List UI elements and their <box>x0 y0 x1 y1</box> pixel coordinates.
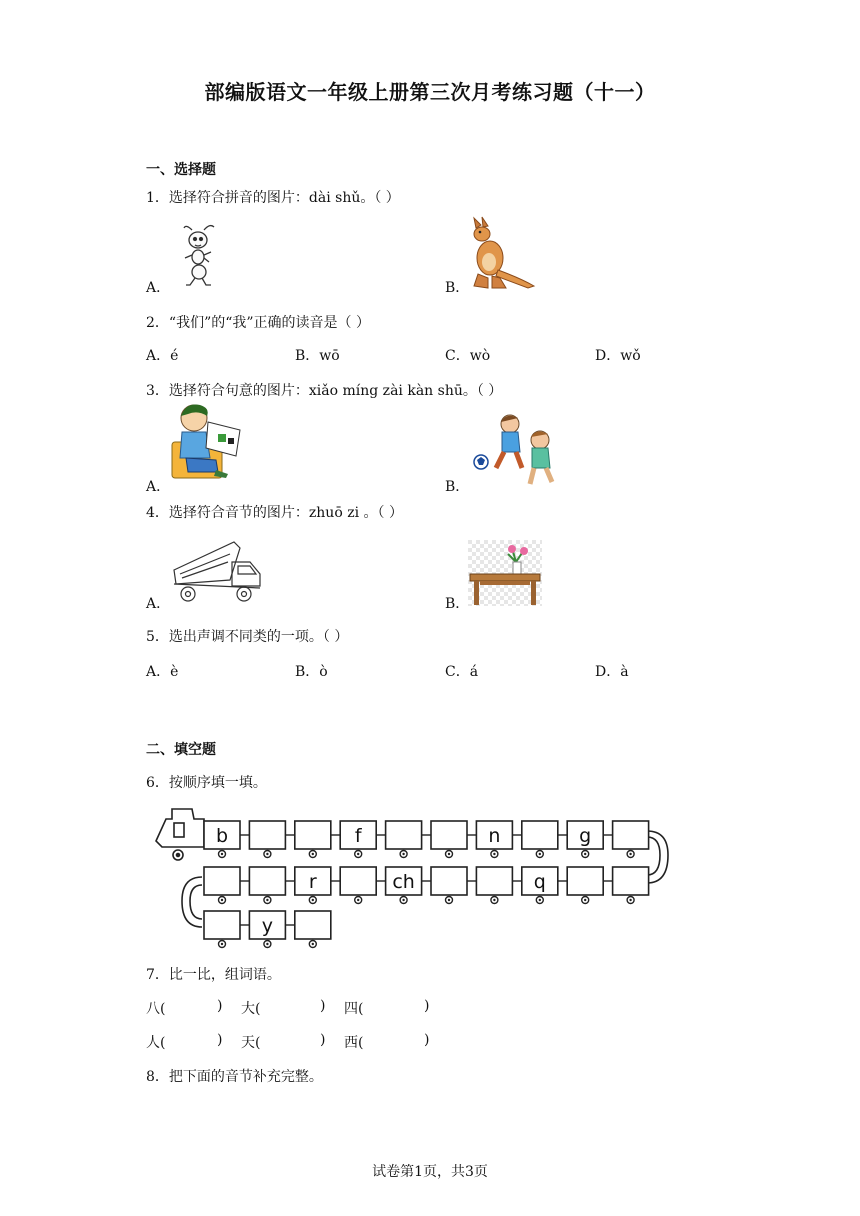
blank-xi-open: 西( <box>344 1035 364 1051</box>
q4-option-a[interactable]: A． <box>146 596 171 612</box>
section-heading-choice: 一、选择题 <box>146 162 216 178</box>
train-car[interactable] <box>285 821 330 858</box>
q3-option-a[interactable]: A． <box>146 479 171 495</box>
train-letter: g <box>579 825 592 847</box>
q2-option-d[interactable]: D．wǒ <box>595 348 641 364</box>
train-car[interactable] <box>204 911 240 948</box>
blank-ren-open: 人( <box>146 1035 166 1051</box>
train-letter: f <box>354 825 362 847</box>
page-footer: 试卷第1页，共3页 <box>372 1164 488 1180</box>
train-car[interactable] <box>558 867 603 904</box>
q1-option-b[interactable]: B． <box>445 280 470 296</box>
train-car[interactable] <box>603 867 648 904</box>
train-car <box>285 867 330 904</box>
ant-image[interactable] <box>178 222 224 288</box>
blank-da-close[interactable]: ) <box>320 998 326 1014</box>
question-2: 2．“我们”的“我”正确的读音是（ ） <box>146 315 370 331</box>
blank-ba-close[interactable]: ) <box>217 998 223 1014</box>
train-car[interactable] <box>331 867 376 904</box>
train-car[interactable] <box>422 867 467 904</box>
train-car <box>240 911 285 948</box>
q2-option-c[interactable]: C．wò <box>445 348 491 364</box>
blank-da-open: 大( <box>241 1001 261 1017</box>
train-car[interactable] <box>240 821 285 858</box>
dump-truck-image[interactable] <box>170 540 266 606</box>
train-letter: q <box>533 871 546 893</box>
blank-si-close[interactable]: ) <box>424 998 430 1014</box>
train-letter: r <box>308 871 317 893</box>
q1-option-a[interactable]: A． <box>146 280 171 296</box>
question-1: 1．选择符合拼音的图片：dài shǔ。（ ） <box>146 190 400 206</box>
q4-option-b[interactable]: B． <box>445 596 470 612</box>
boys-playing-ball-image[interactable] <box>472 410 556 488</box>
q5-option-d[interactable]: D．à <box>595 664 629 680</box>
q3-option-b[interactable]: B． <box>445 479 470 495</box>
blank-tian-open: 天( <box>241 1035 261 1051</box>
q5-option-a[interactable]: A．è <box>146 664 179 680</box>
q5-option-c[interactable]: C．á <box>445 664 479 680</box>
page-title: 部编版语文一年级上册第三次月考练习题（十一） <box>204 80 656 104</box>
question-5: 5．选出声调不同类的一项。（ ） <box>146 629 349 645</box>
train-car[interactable] <box>285 911 330 948</box>
q5-option-b[interactable]: B．ò <box>295 664 328 680</box>
train-letter: ch <box>392 871 415 893</box>
q2-option-b[interactable]: B．wō <box>295 348 340 364</box>
blank-xi-close[interactable]: ) <box>424 1032 430 1048</box>
question-4: 4．选择符合音节的图片：zhuō zi 。（ ） <box>146 505 403 521</box>
table-image[interactable] <box>468 540 542 606</box>
kangaroo-image[interactable] <box>468 218 536 290</box>
train-letter: b <box>215 825 229 847</box>
question-3: 3．选择符合句意的图片：xiǎo míng zài kàn shū。（ ） <box>146 383 503 399</box>
train-letter: n <box>488 825 501 847</box>
section-heading-fill: 二、填空题 <box>146 742 216 758</box>
train-car[interactable] <box>376 821 421 858</box>
train-car <box>331 821 376 858</box>
train-car <box>204 821 240 858</box>
train-car <box>376 867 421 904</box>
train-car[interactable] <box>204 867 240 904</box>
blank-ba-open: 八( <box>146 1001 166 1017</box>
blank-tian-close[interactable]: ) <box>320 1032 326 1048</box>
blank-si-open: 四( <box>344 1001 364 1017</box>
train-car[interactable] <box>240 867 285 904</box>
train-car <box>558 821 603 858</box>
question-7: 7．比一比，组词语。 <box>146 967 281 983</box>
question-6: 6．按顺序填一填。 <box>146 775 267 791</box>
alphabet-train-diagram <box>152 805 672 953</box>
train-car <box>512 867 557 904</box>
q2-option-a[interactable]: A．é <box>146 348 179 364</box>
train-car[interactable] <box>512 821 557 858</box>
blank-ren-close[interactable]: ) <box>217 1032 223 1048</box>
question-8: 8．把下面的音节补充完整。 <box>146 1069 323 1085</box>
train-car[interactable] <box>603 821 648 858</box>
boy-reading-image[interactable] <box>166 402 248 480</box>
train-car[interactable] <box>467 867 512 904</box>
train-car <box>467 821 512 858</box>
train-letter: y <box>261 915 274 937</box>
train-car[interactable] <box>422 821 467 858</box>
